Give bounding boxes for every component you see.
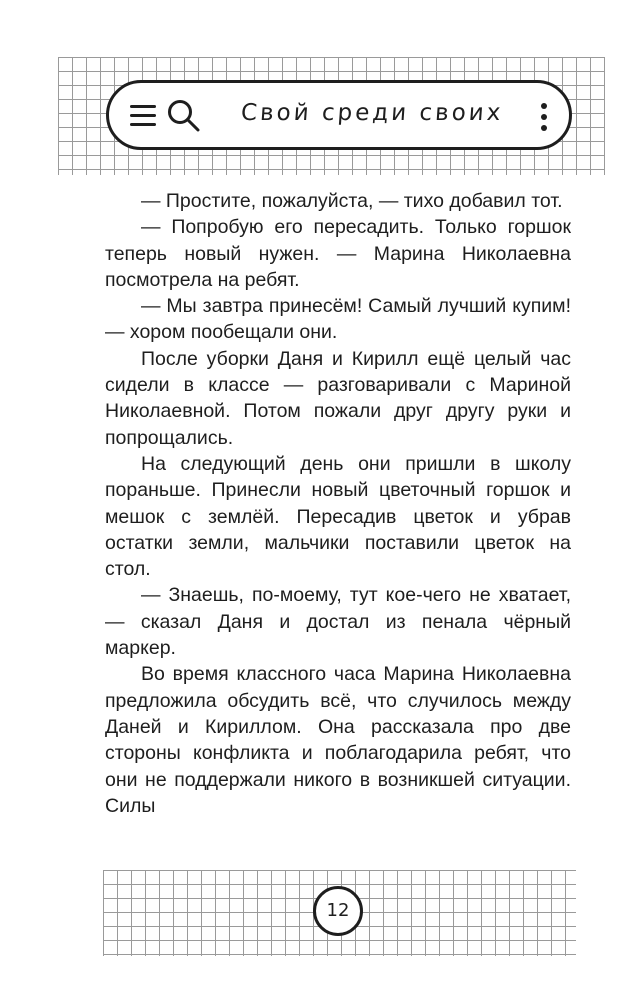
- paragraph: — Мы завтра принесём! Самый лучший купим! — хором пообещали они.: [105, 295, 571, 344]
- paragraph: Во время классного часа Марина Николаевна предложила обсудить всё, что случилось между Даней и Кириллом. Она рассказала про две стороны конфликта и поблагодарила ребят, что они не поддержали никого в возникшей ситуации. Силы: [105, 663, 571, 817]
- paragraph: — Знаешь, по-моему, тут кое-чего не хватает, — сказал Даня и достал из пенала чёрный маркер.: [105, 584, 571, 660]
- vertical-dots-icon[interactable]: [541, 103, 547, 131]
- paragraph: — Попробую его пересадить. Только горшок теперь новый нужен. — Марина Николаевна посмотрела на ребят.: [105, 216, 571, 291]
- paragraph: После уборки Даня и Кирилл ещё целый час сидели в классе — разговаривали с Мариной Николаевной. Потом пожали друг другу руки и попрощались.: [105, 347, 571, 449]
- page-body-text: [105, 188, 571, 819]
- hamburger-menu-icon[interactable]: [130, 105, 160, 127]
- search-bar[interactable]: [106, 80, 572, 150]
- paragraph: — Простите, пожалуйста, — тихо добавил тот.: [141, 190, 563, 212]
- magnifier-icon[interactable]: [166, 98, 202, 134]
- paragraph: На следующий день они пришли в школу пораньше. Принесли новый цветочный горшок и мешок с землёй. Пересадив цветок и убрав остатки земли, мальчики поставили цветок на стол.: [105, 452, 571, 581]
- page-number: 12: [313, 886, 363, 936]
- search-query-title: Свой среди своих: [240, 100, 505, 126]
